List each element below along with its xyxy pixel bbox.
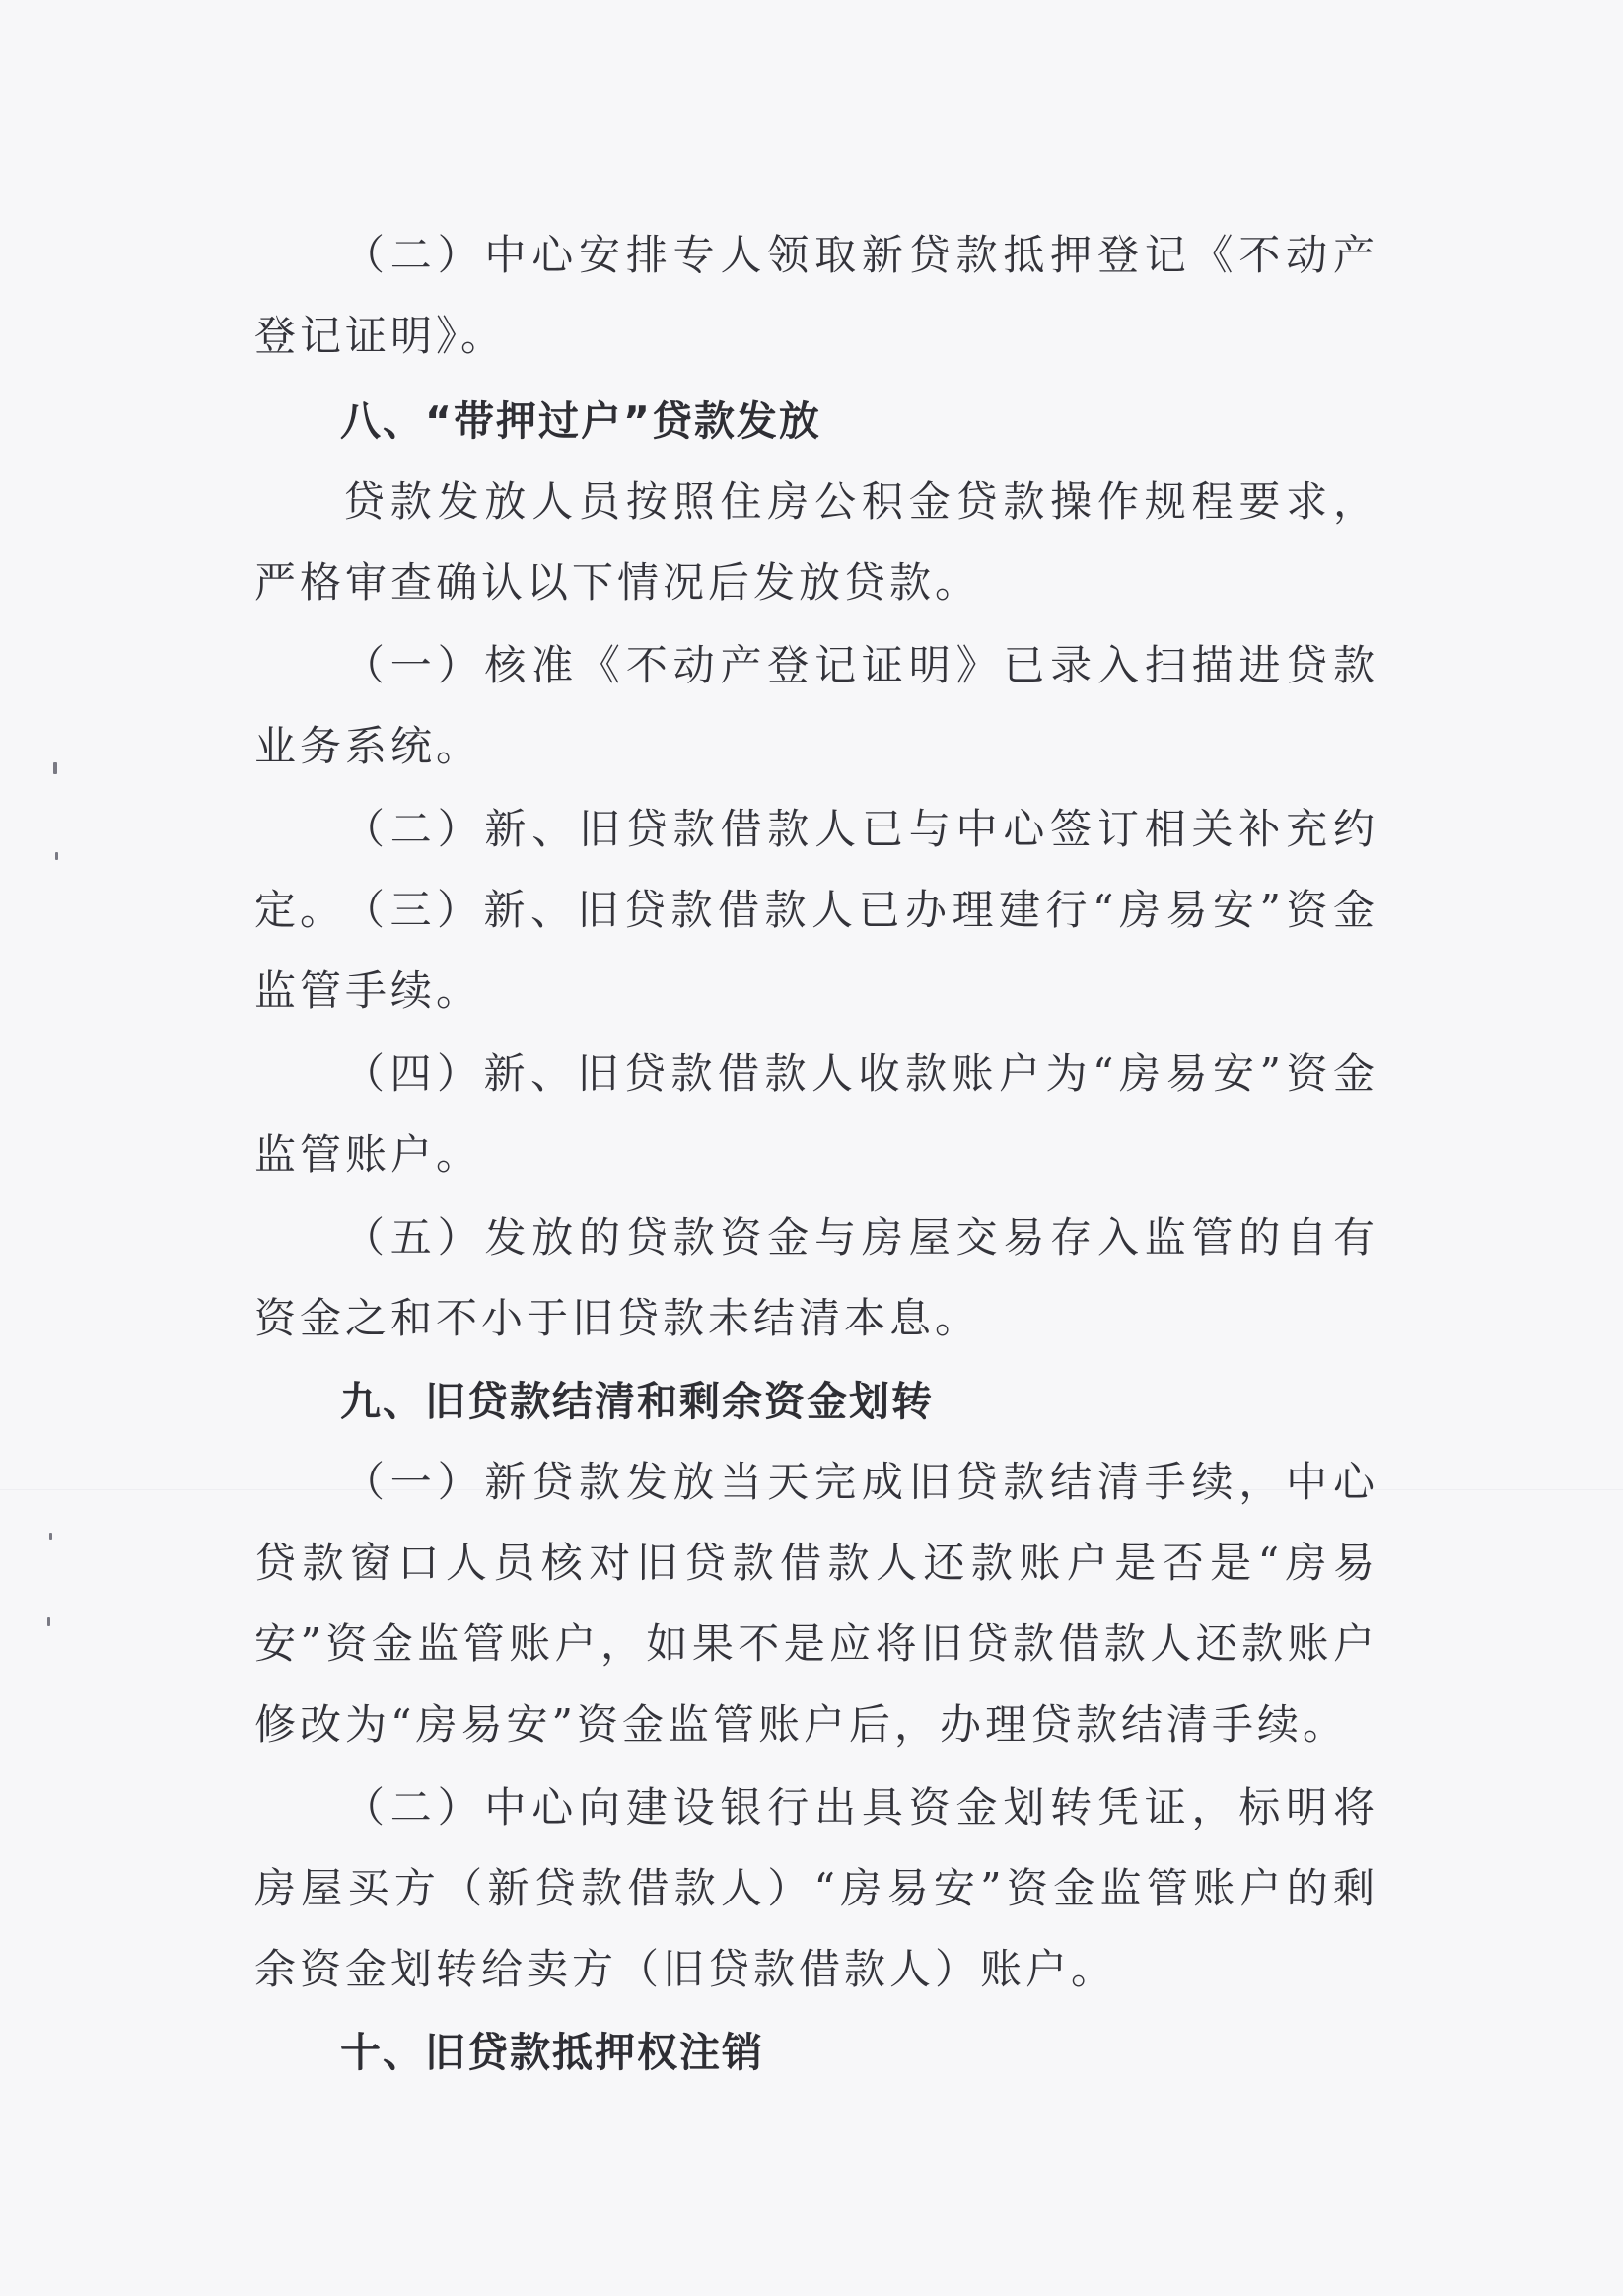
paragraph-check-3: （三）新、旧贷款借款人已办理建行“房易安”资金监管手续。 — [254, 886, 1378, 1015]
section-heading-10: 十、旧贷款抵押权注销 — [340, 2029, 764, 2076]
paragraph-loan-release-intro: 贷款发放人员按照住房公积金贷款操作规程要求，严格审查确认以下情况后发放贷款。 — [254, 477, 1378, 607]
paragraph-check-4: （四）新、旧贷款借款人收款账户为“房易安”资金监管账户。 — [254, 1049, 1378, 1179]
paragraph-item-2-receive-certificate: （二）中心安排专人领取新贷款抵押登记《不动产登记证明》。 — [254, 231, 1378, 360]
scan-speck — [53, 762, 57, 774]
paragraph-check-2: （二）新、旧贷款借款人已与中心签订相关补充约定。 — [254, 805, 1378, 934]
scan-speck — [47, 1617, 50, 1626]
scan-speck — [55, 852, 58, 860]
paragraph-settlement-2: （二）中心向建设银行出具资金划转凭证，标明将房屋买方（新贷款借款人）“房易安”资金监管账户的剩余资金划转给卖方（旧贷款借款人）账户。 — [254, 1783, 1378, 1993]
section-heading-9: 九、旧贷款结清和剩余资金划转 — [340, 1378, 934, 1425]
paragraph-settlement-1: （一）新贷款发放当天完成旧贷款结清手续，中心贷款窗口人员核对旧贷款借款人还款账户是否是“房易安”资金监管账户，如果不是应将旧贷款借款人还款账户修改为“房易安”资金监管账户后，办理贷款结清手续。 — [254, 1458, 1378, 1749]
paragraph-check-5: （五）发放的贷款资金与房屋交易存入监管的自有资金之和不小于旧贷款未结清本息。 — [254, 1213, 1378, 1342]
section-heading-8: 八、“带押过户”贷款发放 — [340, 397, 821, 445]
scan-speck — [49, 1533, 52, 1540]
paragraph-check-1: （一）核准《不动产登记证明》已录入扫描进贷款业务系统。 — [254, 641, 1378, 770]
